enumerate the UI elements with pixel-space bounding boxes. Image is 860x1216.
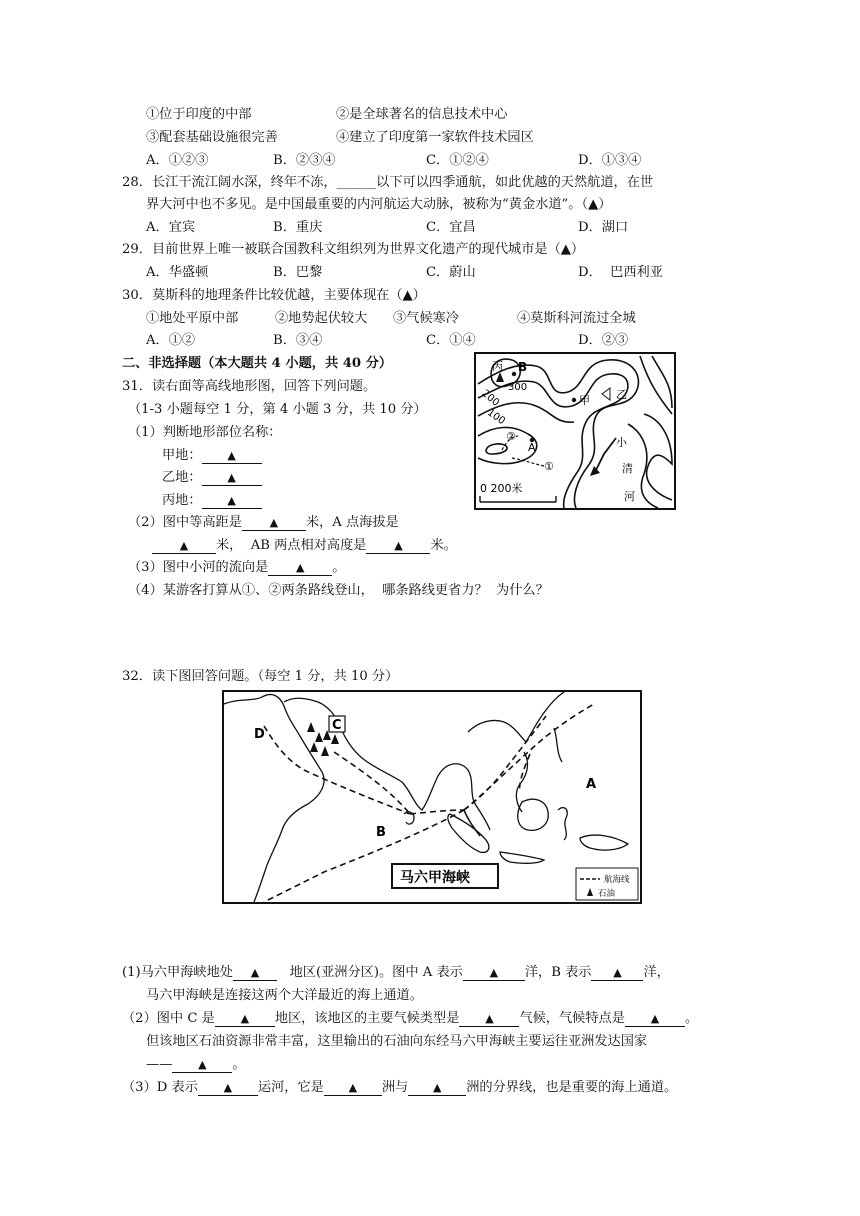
shipping-route	[334, 752, 410, 814]
q29-stem: 29．目前世界上唯一被联合国教科文组织列为世界文化遗产的现代城市是（▲）	[122, 242, 585, 257]
label-d: D	[254, 727, 265, 742]
q32-part2-text-d: 。	[684, 1011, 699, 1026]
answer-blank[interactable]	[268, 560, 332, 576]
answer-blank[interactable]	[625, 1011, 685, 1027]
q31-part4: （4）某游客打算从①、②两条路线登山， 哪条路线更省力？ 为什么？	[128, 583, 549, 598]
q28-stem-line2: 界大河中也不多见。是中国最重要的内河航运大动脉，被称为“黄金水道”。（▲）	[146, 197, 612, 212]
q27-option-4: ④建立了印度第一家软件技术园区	[336, 130, 534, 145]
island-newguinea	[580, 835, 628, 850]
triangle-mark: ▲	[613, 966, 622, 979]
triangle-mark: ▲	[227, 494, 236, 507]
q31-jia-label: 甲地：	[162, 448, 202, 463]
q27-option-1: ①位于印度的中部	[146, 107, 252, 122]
q31-part3	[128, 559, 345, 577]
q31-bing-row	[162, 492, 262, 510]
scale-bar	[480, 496, 556, 502]
island-borneo	[518, 799, 549, 830]
q31-title: 31．读右面等高线地形图，回答下列问题。	[122, 379, 377, 394]
answer-blank[interactable]	[242, 515, 306, 531]
triangle-mark: ▲	[223, 1081, 233, 1094]
q28-stem-line1: 28．长江干流江阔水深，终年不冻，______以下可以四季通航，如此优越的天然航道，在世	[122, 175, 654, 190]
q32-part2-text-b: 地区，该地区的主要气候类型是	[274, 1011, 460, 1026]
q29-choice-a: A．华盛顿	[146, 265, 209, 280]
q31-part1: （1）判断地形部位名称：	[128, 425, 282, 440]
triangle-mark: ▲	[240, 1012, 250, 1025]
shipping-route	[464, 716, 546, 810]
river-arrow-icon	[590, 466, 600, 476]
point-jia-dot	[572, 398, 576, 402]
q30-option-2: ②地势起伏较大	[275, 311, 368, 326]
label-river-2: 清	[622, 462, 633, 475]
scale-label: 0 200米	[480, 482, 523, 495]
label-a: A	[586, 777, 597, 792]
q30-choice-c: C．①④	[426, 333, 476, 348]
q28-choice-c: C．宜昌	[426, 220, 476, 235]
q30-option-3: ③气候寒冷	[393, 311, 459, 326]
q31-part2-text-d: 米。	[430, 538, 457, 553]
q31-part2-text-b: 米，A 点海拔是	[305, 515, 399, 530]
contour-line	[644, 414, 672, 500]
answer-blank[interactable]	[202, 448, 262, 464]
q32-part2-dash: ——	[146, 1057, 173, 1072]
triangle-mark: ▲	[269, 516, 279, 529]
q30-stem: 30．莫斯科的地理条件比较优越，主要体现在（▲）	[122, 288, 426, 303]
label-river-3: 河	[624, 490, 635, 503]
point-b-dot	[512, 372, 516, 376]
legend-oil-label: 石油	[598, 889, 616, 899]
oil-icon	[315, 732, 323, 742]
q32-part1-line1	[122, 964, 670, 982]
q27-choice-c: C．①②④	[426, 153, 489, 168]
triangle-mark: ▲	[348, 1081, 358, 1094]
q31-part3-text-b: 。	[332, 560, 346, 575]
q32-part1-text-d: 洋，	[643, 965, 670, 980]
q28-choice-a: A．宜宾	[146, 220, 196, 235]
answer-blank[interactable]	[202, 493, 262, 509]
island-sulawesi	[558, 808, 567, 840]
world-map-svg	[224, 692, 640, 902]
q27-option-3: ③配套基础设施很完善	[146, 130, 278, 145]
island-java	[500, 852, 544, 863]
label-300: 300	[508, 382, 528, 393]
answer-blank[interactable]	[459, 1011, 519, 1027]
label-b: B	[376, 825, 386, 840]
q27-choice-d: D．①③④	[578, 153, 642, 168]
q32-part2-line1	[122, 1010, 698, 1028]
answer-blank[interactable]	[152, 538, 216, 554]
label-route-2: ②	[506, 430, 516, 443]
q31-part2-line2	[152, 537, 457, 555]
q30-option-4: ④莫斯科河流过全城	[517, 311, 636, 326]
answer-blank[interactable]	[215, 1011, 275, 1027]
q27-choice-a: A．①②③	[146, 153, 209, 168]
q32-part1-text-b: 地区(亚洲分区)。图中 A 表示	[289, 965, 463, 980]
oil-icon	[321, 746, 329, 756]
island-philippines	[554, 728, 562, 762]
saddle-arrow-icon	[602, 388, 610, 400]
triangle-mark: ▲	[489, 966, 499, 979]
label-route-1: ①	[544, 460, 554, 473]
contour-map	[474, 352, 676, 510]
shipping-route	[520, 754, 530, 792]
contour-map-svg	[476, 354, 674, 508]
q32-part3-text-d: 洲的分界线，也是重要的海上通道。	[466, 1080, 678, 1095]
q31-part2-text-a: （2）图中等高距是	[128, 515, 242, 530]
answer-blank[interactable]	[366, 538, 430, 554]
q32-part3-text-c: 洲与	[381, 1080, 409, 1095]
answer-blank[interactable]	[324, 1080, 382, 1096]
q27-option-2: ②是全球著名的信息技术中心	[336, 107, 508, 122]
triangle-mark: ▲	[296, 561, 305, 574]
triangle-mark: ▲	[485, 1012, 494, 1025]
legend-route-label: 航海线	[604, 875, 630, 885]
q32-title: 32．读下图回答问题。（每空 1 分，共 10 分）	[122, 669, 399, 684]
triangle-mark: ▲	[250, 966, 260, 979]
label-bing: 丙	[492, 360, 503, 373]
river-line	[596, 438, 616, 470]
q30-choice-a: A．①②	[146, 333, 196, 348]
triangle-mark: ▲	[650, 1012, 660, 1025]
triangle-mark: ▲	[198, 1058, 207, 1071]
answer-blank[interactable]	[591, 965, 643, 981]
answer-blank[interactable]	[463, 965, 525, 981]
answer-blank[interactable]	[198, 1080, 258, 1096]
label-c: C	[332, 718, 342, 733]
coastline-asia-south	[284, 698, 490, 830]
q31-jia-row	[162, 447, 262, 465]
q29-choice-b: B．巴黎	[273, 265, 323, 280]
q28-choice-d: D．湖口	[578, 220, 629, 235]
q32-part1-line2: 马六甲海峡是连接这两个大洋最近的海上通道。	[146, 988, 423, 1003]
q31-part3-text-a: （3）图中小河的流向是	[128, 560, 269, 575]
contour-line	[486, 444, 507, 454]
triangle-mark: ▲	[227, 471, 236, 484]
q30-option-1: ①地处平原中部	[146, 311, 239, 326]
label-100: 100	[485, 407, 507, 428]
q32-part3-text-b: 运河，它是	[257, 1080, 324, 1095]
coastline-africa	[224, 694, 324, 902]
q32-part1-text-c: 洋，B 表示	[524, 965, 592, 980]
q32-part2-text-g: 。	[232, 1057, 246, 1072]
q28-choice-b: B．重庆	[273, 220, 323, 235]
answer-blank[interactable]	[408, 1080, 466, 1096]
q29-choice-d: D． 巴西利亚	[578, 265, 663, 280]
triangle-mark: ▲	[394, 539, 403, 552]
q31-yi-label: 乙地：	[162, 470, 202, 485]
q32-part1-text-a: (1)马六甲海峡地处	[122, 965, 233, 980]
q32-part2-line2: 但该地区石油资源非常丰富，这里输出的石油向东经马六甲海峡主要运往亚洲发达国家	[146, 1034, 648, 1049]
q27-choice-b: B．②③④	[273, 153, 336, 168]
q31-part2-line1	[128, 514, 399, 532]
oil-icon	[331, 734, 339, 744]
oil-icon	[310, 742, 318, 752]
triangle-mark: ▲	[179, 539, 189, 552]
answer-blank[interactable]	[233, 965, 277, 981]
label-b: B	[518, 360, 528, 374]
q32-part2-line3	[146, 1056, 246, 1074]
strait-label: 马六甲海峡	[400, 870, 470, 886]
answer-blank[interactable]	[202, 470, 262, 486]
label-yi: 乙	[616, 388, 627, 401]
q31-part2-text-c: 米， AB 两点相对高度是	[216, 538, 367, 553]
oil-icon	[307, 722, 315, 732]
triangle-mark: ▲	[432, 1081, 442, 1094]
label-jia: 甲	[579, 394, 590, 407]
shipping-route	[410, 810, 464, 814]
triangle-mark: ▲	[227, 449, 236, 462]
world-map	[222, 690, 642, 904]
label-river-1: 小	[616, 436, 627, 449]
label-200: 200	[479, 388, 502, 409]
q32-part2-text-a: （2）图中 C 是	[122, 1011, 215, 1026]
q32-part3-text-a: （3）D 表示	[122, 1080, 198, 1095]
q31-score: （1-3 小题每空 1 分，第 4 小题 3 分，共 10 分）	[128, 402, 427, 417]
q32-part2-text-c: 气候，气候特点是	[519, 1011, 625, 1026]
section-heading: 二、非选择题（本大题共 4 小题，共 40 分）	[122, 356, 393, 371]
q30-choice-b: B．③④	[273, 333, 323, 348]
q32-part3-line	[122, 1079, 677, 1097]
answer-blank[interactable]	[172, 1057, 232, 1073]
q31-yi-row	[162, 469, 262, 487]
q31-bing-label: 丙地：	[162, 493, 202, 508]
q29-choice-c: C．蔚山	[426, 265, 476, 280]
q30-choice-d: D．②③	[578, 333, 629, 348]
label-a: A	[528, 441, 536, 454]
